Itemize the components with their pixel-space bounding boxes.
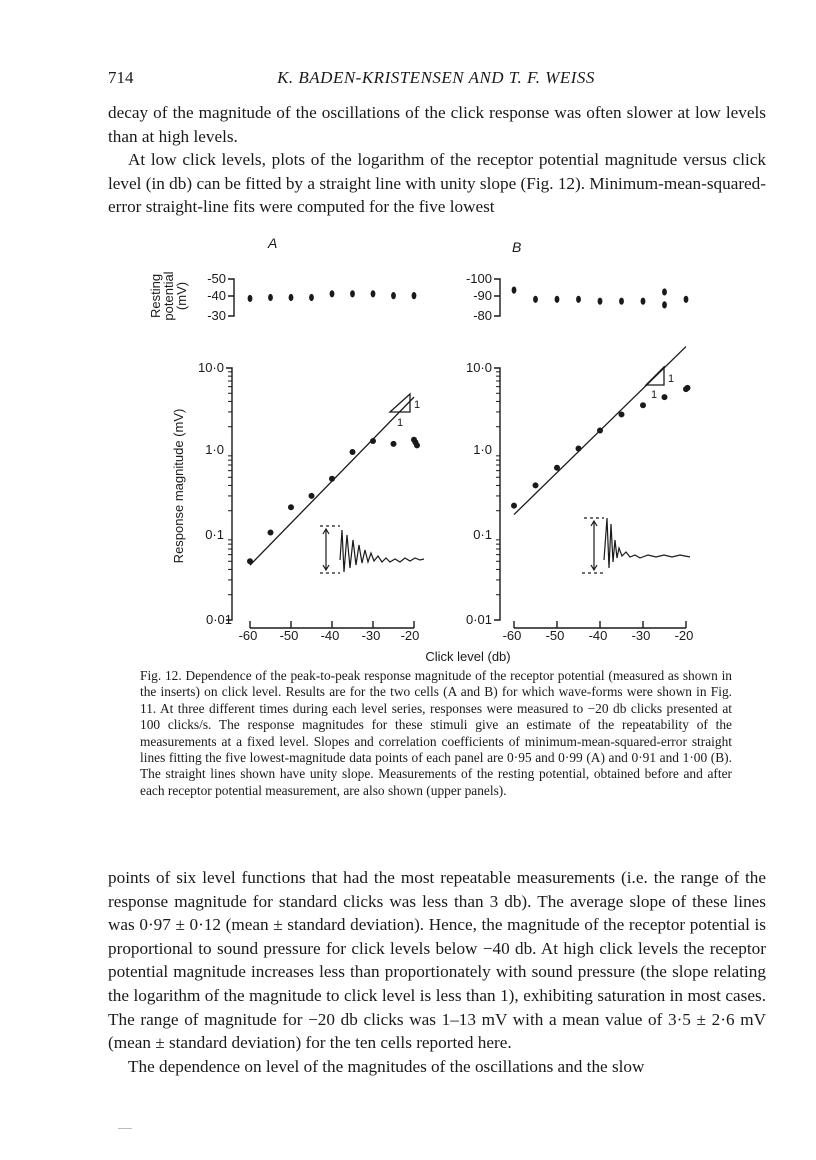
resting-point-a — [371, 290, 376, 297]
resting-b-tick: -80 — [473, 308, 492, 323]
data-point-a — [329, 476, 335, 482]
resting-point-a — [330, 290, 335, 297]
slope-triangle-a — [390, 394, 410, 412]
y-tick-b: 0·01 — [465, 612, 492, 627]
data-point-b — [685, 385, 691, 391]
y-tick-a: 10·0 — [197, 360, 224, 375]
x-tick-b: -30 — [631, 628, 651, 643]
x-axis-b — [514, 621, 686, 628]
resting-point-b — [576, 296, 581, 303]
resting-point-b — [555, 296, 560, 303]
y-tick-b: 10·0 — [465, 360, 492, 375]
inset-waveform-a — [320, 526, 424, 573]
inset-waveform-b — [582, 518, 690, 573]
resting-point-a — [248, 295, 253, 302]
slope-label-b-horizontal: 1 — [651, 389, 658, 401]
y-tick-b: 1·0 — [473, 442, 492, 457]
y-axis-a — [226, 368, 232, 620]
resting-a-tick: -50 — [207, 271, 226, 286]
x-axis-a — [250, 621, 414, 628]
resting-b-tick: -100 — [465, 271, 492, 286]
paragraph: At low click levels, plots of the logarithm of the receptor potential magnitude versus click level (in db) can be fitted by a straight line with unity slope (Fig. 12). Minimum-mean-squared-error straight-line fits were computed for the five lowest — [108, 150, 766, 217]
slope-label-b-vertical: 1 — [668, 373, 675, 385]
data-point-a — [391, 441, 397, 447]
footnote-rule — [118, 1128, 132, 1129]
data-point-b — [511, 503, 517, 509]
y-tick-a: 0·01 — [205, 612, 232, 627]
body-text-bottom — [108, 866, 766, 1078]
data-point-a — [288, 504, 294, 510]
data-point-b — [533, 482, 539, 488]
data-point-b — [597, 428, 603, 434]
panel-label-b: B — [512, 239, 522, 255]
data-point-a — [309, 493, 315, 499]
figure-caption: Fig. 12. Dependence of the peak-to-peak response magnitude of the receptor potential (measured as shown in the inserts) on click level. Results are for the two cells (A and B) for which wave-forms were shown in Fig. 11. At three different times during each level series, responses were measured to −20 db clicks presented at 100 clicks/s. The response magnitudes for these stimuli give an estimate of the repeatability of the measurements at a fixed level. Slopes and correlation coefficients of minimum-mean-squared-error straight lines fitting the five lowest-magnitude data points of each panel are 0·95 and 0·99 (A) and 0·91 and 1·00 (B). The straight lines shown have unity slope. Measurements of the resting potential, obtained before and after each receptor potential measurement, are also shown (upper panels). — [140, 668, 732, 798]
page-number: 714 — [108, 68, 134, 87]
x-axis-label: Click level (db) — [425, 649, 511, 664]
data-point-b — [576, 446, 582, 452]
y-tick-a: 1·0 — [205, 442, 224, 457]
data-point-a — [370, 438, 376, 444]
resting-point-b — [662, 301, 667, 308]
x-tick-b: -50 — [545, 628, 565, 643]
resting-b-axis — [494, 279, 500, 316]
resting-point-b — [533, 296, 538, 303]
y-axis-b — [494, 368, 500, 620]
resting-point-b — [598, 298, 603, 305]
paragraph: decay of the magnitude of the oscillations of the click response was often slower at low levels than at high levels. — [108, 103, 766, 146]
x-tick-a: -60 — [238, 628, 258, 643]
slope-label-a-vertical: 1 — [414, 399, 421, 411]
x-tick-b: -20 — [674, 628, 694, 643]
data-point-b — [554, 465, 560, 471]
resting-point-a — [350, 290, 355, 297]
resting-a-tick: -40 — [207, 288, 226, 303]
resting-point-a — [309, 294, 314, 301]
resting-b-tick: -90 — [473, 288, 492, 303]
x-tick-a: -30 — [361, 628, 381, 643]
resting-point-a — [391, 292, 396, 299]
data-point-a — [268, 530, 274, 536]
resting-point-a — [289, 294, 294, 301]
running-head: K. BADEN-KRISTENSEN AND T. F. WEISS — [277, 68, 595, 87]
x-tick-a: -40 — [320, 628, 340, 643]
paragraph: points of six level functions that had the most repeatable measurements (i.e. the range of the response magnitude for standard clicks was less than 3 db). The average slope of these lines was 0·97 ± 0·12 (mean ± standard deviation). Hence, the magnitude of the receptor potential is proportional to sound pressure for click levels below −40 db. At high click levels the receptor potential magnitude increases less than proportionately with sound pressure (the slope relating the logarithm of the magnitude to click level is less than 1), exhibiting saturation in most cases. The range of magnitude for −20 db clicks was 1–13 mV with a mean value of 3·5 ± 2·6 mV (mean ± standard deviation) for the ten cells reported here. — [108, 868, 766, 1053]
resting-point-b — [641, 298, 646, 305]
response-ylabel: Response magnitude (mV) — [171, 408, 186, 564]
y-tick-a: 0·1 — [205, 527, 224, 542]
paragraph: The dependence on level of the magnitudes of the oscillations and the slow — [128, 1056, 645, 1076]
x-tick-a: -20 — [400, 628, 420, 643]
resting-point-a — [268, 294, 273, 301]
resting-point-b — [684, 296, 689, 303]
resting-point-a — [412, 292, 417, 299]
data-point-b — [662, 394, 668, 400]
data-point-a — [247, 558, 253, 564]
x-tick-a: -50 — [279, 628, 299, 643]
resting-point-b — [619, 298, 624, 305]
data-point-a — [414, 442, 420, 448]
data-point-b — [640, 402, 646, 408]
resting-a-tick: -30 — [207, 308, 226, 323]
panel-label-a: A — [268, 235, 278, 251]
resting-ylabel-line-3: (mV) — [174, 281, 189, 311]
x-tick-b: -40 — [588, 628, 608, 643]
resting-ylabel-line-2: potential — [161, 271, 176, 321]
resting-a-axis — [228, 279, 234, 316]
data-point-b — [619, 411, 625, 417]
y-tick-b: 0·1 — [473, 527, 492, 542]
resting-ylabel-line-1: Resting — [148, 273, 163, 319]
resting-point-b — [512, 287, 517, 294]
resting-point-b — [662, 288, 667, 295]
x-tick-b: -60 — [502, 628, 522, 643]
slope-label-a-horizontal: 1 — [397, 417, 404, 429]
data-point-a — [350, 449, 356, 455]
